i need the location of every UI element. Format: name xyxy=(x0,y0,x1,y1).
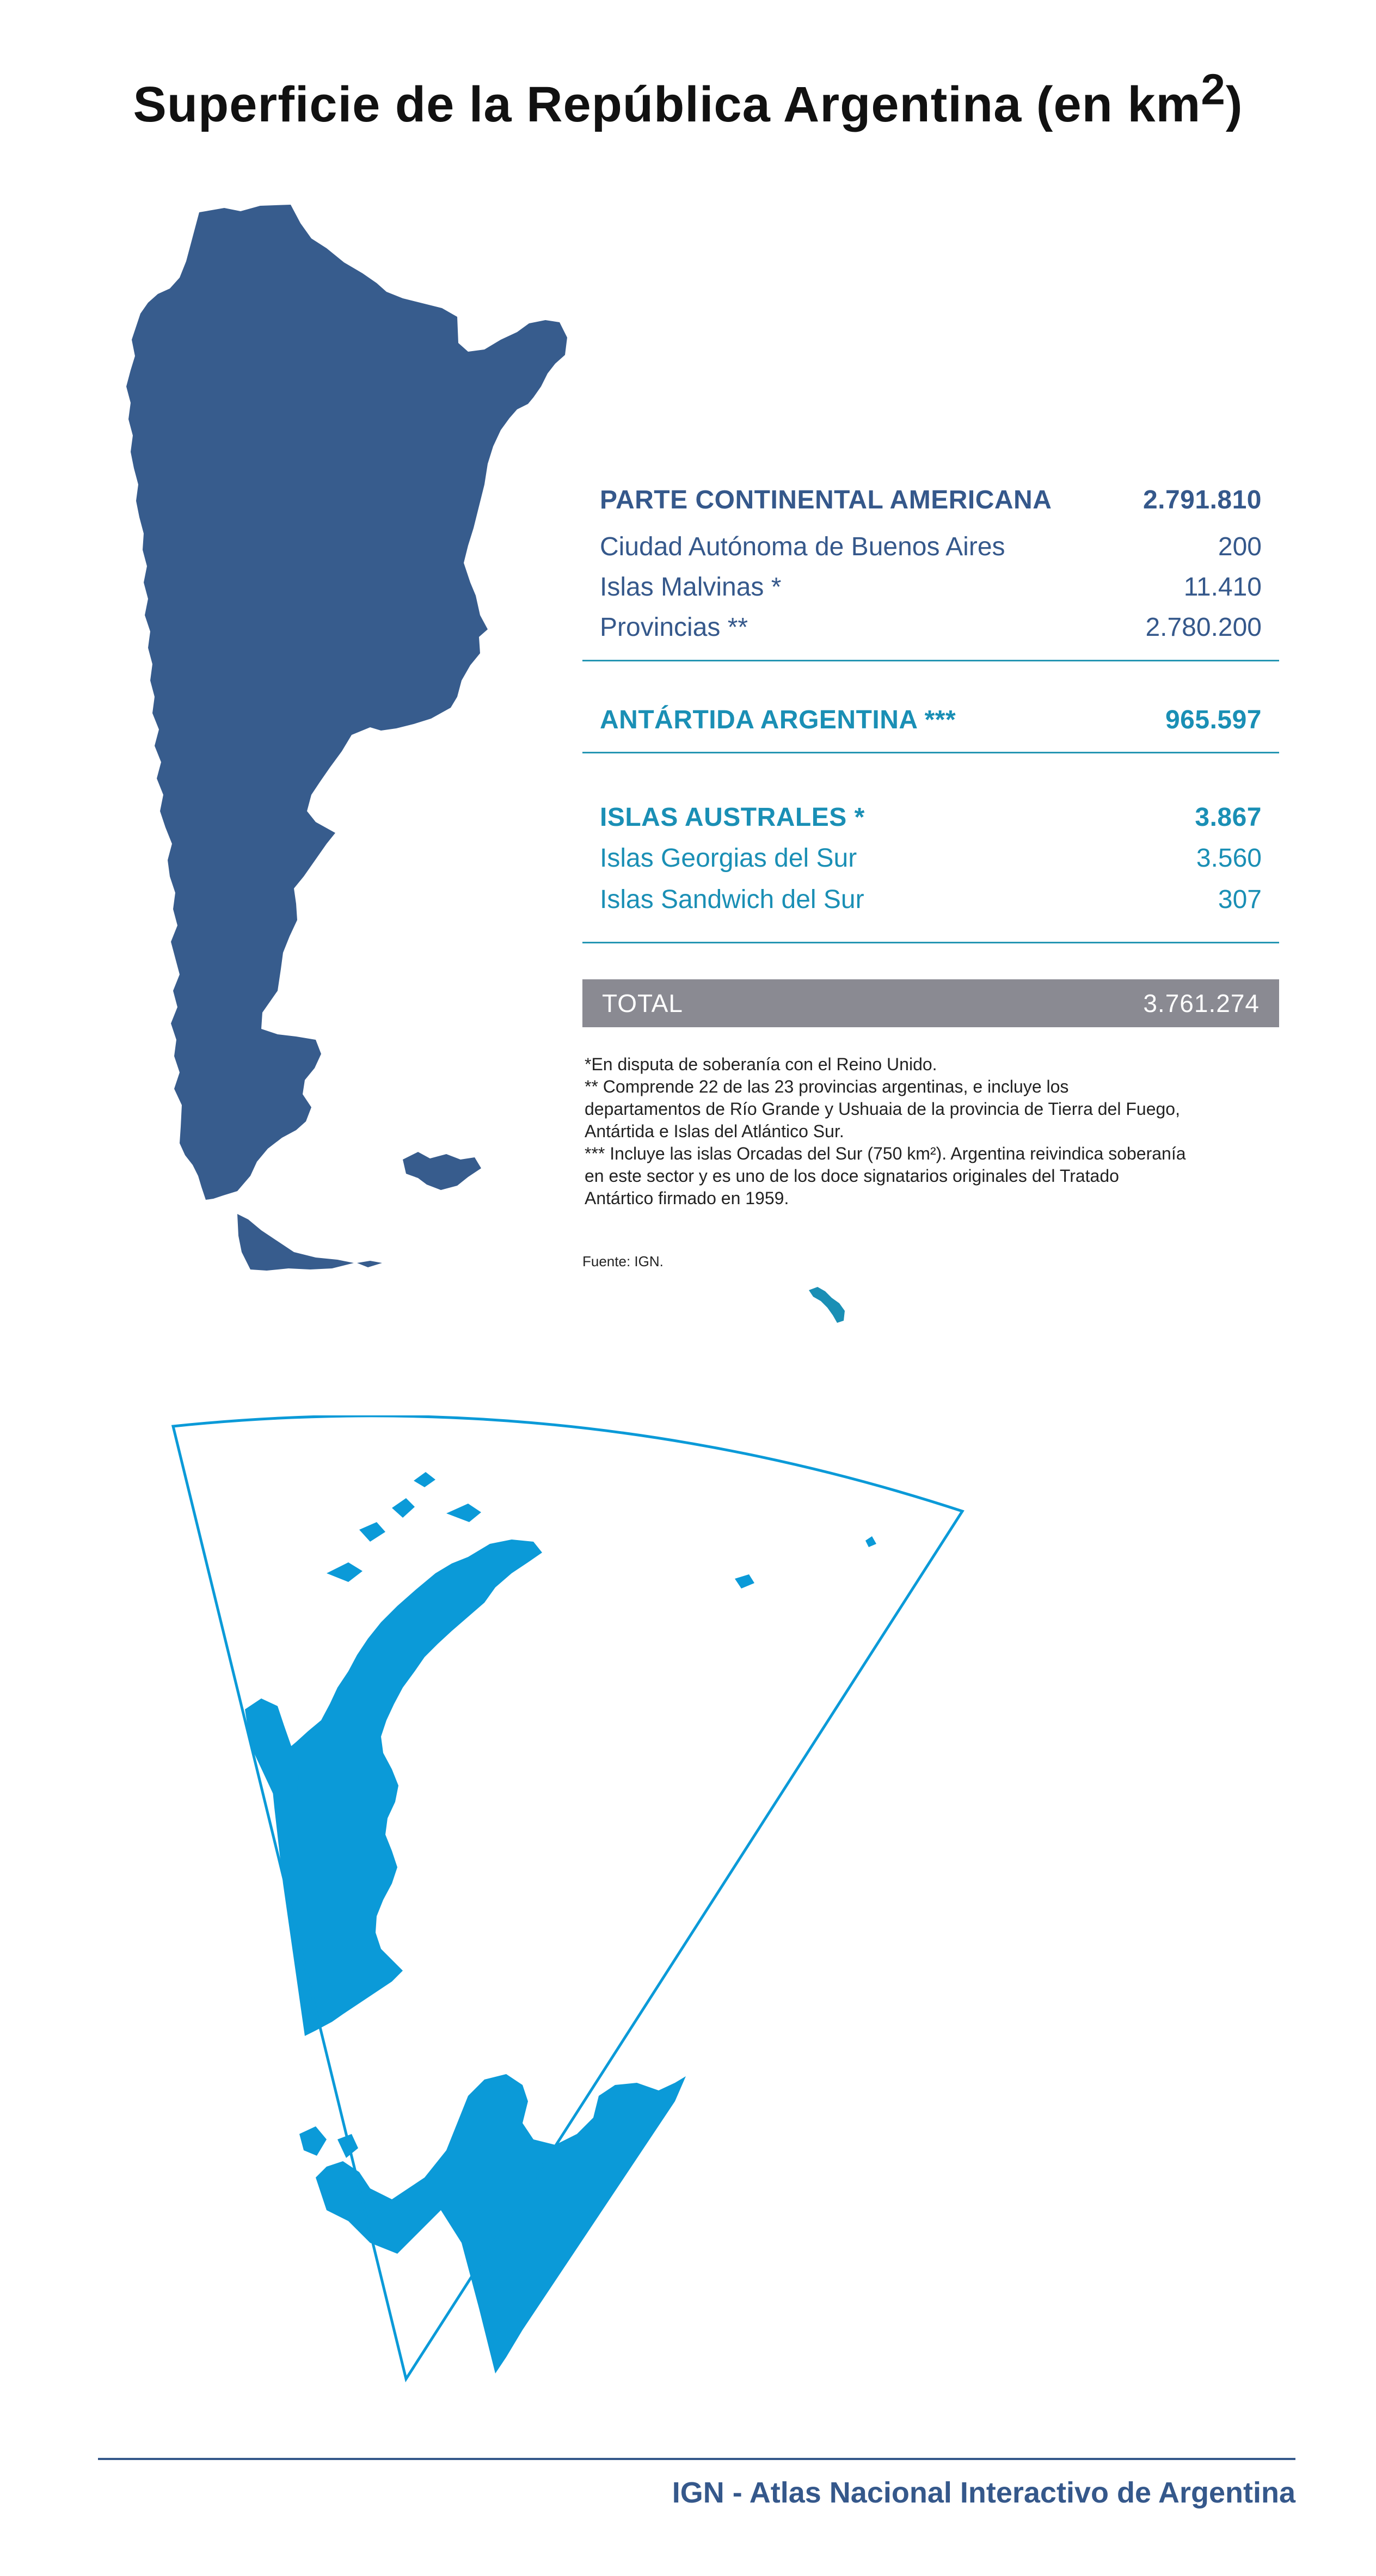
isla-de-los-estados-shape xyxy=(357,1261,382,1267)
total-label: TOTAL xyxy=(602,989,683,1017)
row-value: 200 xyxy=(1218,532,1262,561)
antartida-label: ANTÁRTIDA ARGENTINA *** xyxy=(600,705,956,734)
row-value: 3.560 xyxy=(1196,843,1262,873)
footnote-line: ** Comprende 22 de las 23 provincias argentinas, e incluye los xyxy=(585,1077,1069,1096)
source-note: Fuente: IGN. xyxy=(582,1253,664,1269)
continental-header xyxy=(582,474,1279,526)
antartida-header xyxy=(582,700,1279,740)
australes-label: ISLAS AUSTRALES * xyxy=(600,802,865,832)
footnote-line: departamentos de Río Grande y Ushuaia de la provincia de Tierra del Fuego, xyxy=(585,1099,1180,1119)
total-row xyxy=(582,979,1279,1027)
footnote-line: Antártida e Islas del Atlántico Sur. xyxy=(585,1121,844,1141)
row-label: Ciudad Autónoma de Buenos Aires xyxy=(600,532,1005,561)
row-label: Islas Sandwich del Sur xyxy=(600,885,864,914)
ellsworth-land-shape xyxy=(316,2074,686,2373)
row-value: 11.410 xyxy=(1183,572,1262,602)
row-label: Islas Georgias del Sur xyxy=(600,843,857,873)
islas-georgias-map xyxy=(806,1285,855,1328)
title-superscript: 2 xyxy=(1201,65,1226,114)
total-value: 3.761.274 xyxy=(1143,989,1260,1017)
row-label: Islas Malvinas * xyxy=(600,572,782,602)
table-row xyxy=(582,606,1279,648)
tierra-del-fuego-shape xyxy=(237,1214,354,1271)
table-row xyxy=(582,837,1279,879)
footnote-line: *En disputa de soberanía con el Reino Unido. xyxy=(585,1054,937,1074)
footer-divider xyxy=(98,2458,1295,2460)
row-label: Provincias ** xyxy=(600,612,748,642)
antarctic-peninsula-shape xyxy=(270,1472,542,2036)
footnotes xyxy=(582,1053,1279,1210)
footer-credit: IGN - Atlas Nacional Interactivo de Argentina xyxy=(672,2476,1295,2509)
georgias-shape xyxy=(809,1287,845,1323)
antartida-value: 965.597 xyxy=(1165,705,1262,734)
table-row xyxy=(582,526,1279,567)
islas-malvinas-shape xyxy=(403,1152,481,1190)
table-row xyxy=(582,879,1279,920)
australes-header xyxy=(582,797,1279,837)
page-title: Superficie de la República Argentina (en $km^2$) xyxy=(133,65,1243,132)
row-value: 2.780.200 xyxy=(1145,612,1262,642)
footnote-line: *** Incluye las islas Orcadas del Sur (750 km²). Argentina reivindica soberanía xyxy=(585,1144,1186,1163)
table-row xyxy=(582,567,1279,606)
footnote-line: en este sector y es uno de los doce signatarios originales del Tratado xyxy=(585,1166,1119,1186)
surface-table xyxy=(582,474,1279,1270)
argentina-mainland-shape xyxy=(126,205,567,1200)
australes-value: 3.867 xyxy=(1195,802,1262,832)
continental-label: PARTE CONTINENTAL AMERICANA xyxy=(600,485,1052,514)
argentina-mainland-map xyxy=(98,201,588,1312)
footnote-line: Antártico firmado en 1959. xyxy=(585,1188,789,1208)
row-value: 307 xyxy=(1218,885,1262,914)
antartida-argentina-map xyxy=(163,1415,991,2384)
continental-value: 2.791.810 xyxy=(1142,485,1262,514)
